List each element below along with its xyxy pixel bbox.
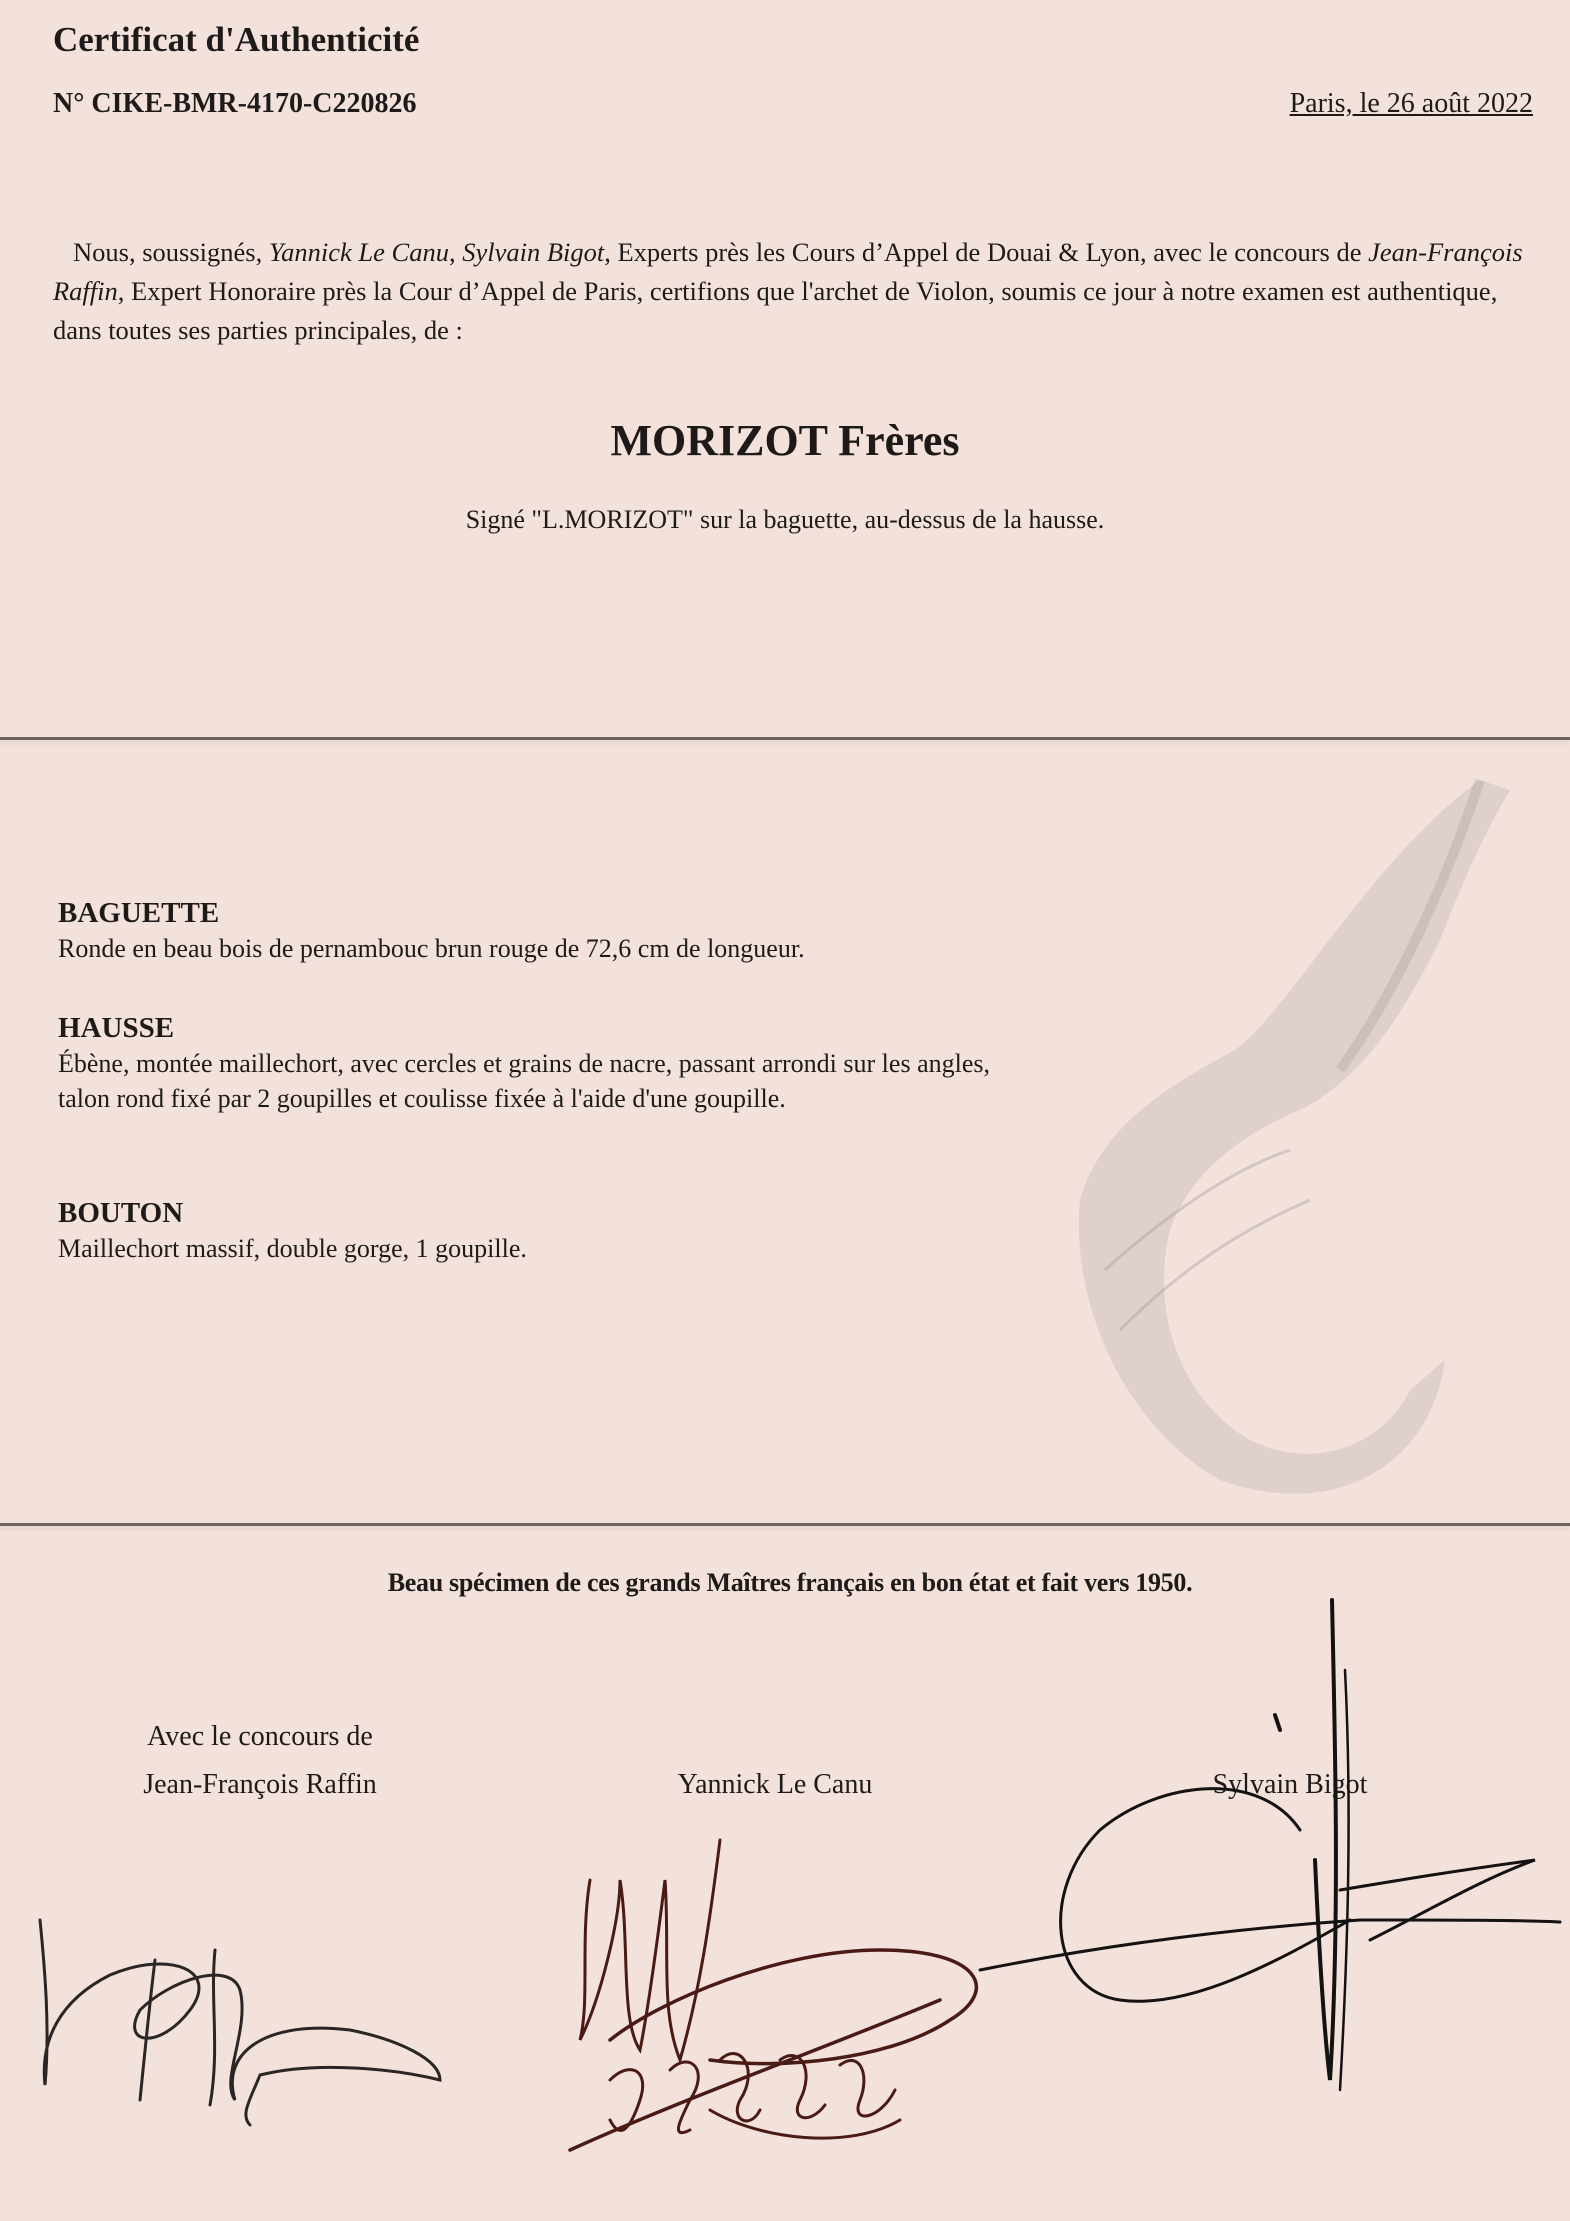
section-title: BOUTON	[58, 1197, 184, 1229]
watermark-logo	[1040, 750, 1540, 1520]
signer-raffin-name: Jean-François Raffin	[143, 1769, 377, 1800]
intro-comma: ,	[448, 237, 463, 267]
section-text: Ébène, montée maillechort, avec cercles et grains de nacre, passant arrondi sur les angles, talon rond fixé par 2 goupilles et coulisse fixée à l'aide d'une goupille.	[58, 1049, 990, 1113]
section-hausse	[58, 1010, 1048, 1116]
signature-le-canu-image	[560, 1820, 1020, 2200]
intro-text-2: , Experts près les Cours d’Appel de Douai & Lyon, avec le concours de	[604, 237, 1369, 267]
expert-yannick-le-canu: Yannick Le Canu	[268, 237, 449, 267]
signer-raffin-line1: Avec le concours de	[147, 1721, 373, 1752]
section-title: HAUSSE	[58, 1012, 175, 1044]
signer-bigot: Sylvain Bigot	[1212, 1769, 1368, 1800]
certificate-title: Certificat d'Authenticité	[53, 20, 420, 59]
maker-name: MORIZOT Frères	[610, 416, 960, 465]
signature-mark-description: Signé "L.MORIZOT" sur la baguette, au-dessus de la hausse.	[465, 505, 1105, 534]
certificate-date: Paris, le 26 août 2022	[1289, 88, 1533, 119]
signer-raffin	[80, 1713, 440, 1809]
expert-jean-francois-raffin: Jean-François Raffin	[53, 237, 1523, 306]
section-text: Ronde en beau bois de pernambouc brun rouge de 72,6 cm de longueur.	[58, 934, 805, 963]
section-text: Maillechort massif, double gorge, 1 goupille.	[58, 1234, 527, 1263]
section-bouton	[58, 1195, 1048, 1266]
fold-line-bottom	[0, 1523, 1570, 1526]
section-baguette	[58, 895, 1048, 966]
expert-sylvain-bigot: Sylvain Bigot	[462, 237, 605, 267]
section-title: BAGUETTE	[58, 897, 220, 929]
signature-bigot-image	[960, 1590, 1570, 2110]
fold-line-top	[0, 737, 1570, 740]
intro-text-3: , Expert Honoraire près la Cour d’Appel de Paris, certifions que l'archet de Violon, soumis ce jour à notre examen est authentique, dans toutes ses parties principales, de :	[53, 276, 1498, 345]
intro-paragraph	[53, 233, 1533, 350]
summary-statement: Beau spécimen de ces grands Maîtres français en bon état et fait vers 1950.	[387, 1568, 1193, 1597]
signature-raffin-image	[20, 1900, 470, 2130]
intro-text-1: Nous, soussignés,	[73, 237, 269, 267]
signer-le-canu: Yannick Le Canu	[677, 1769, 873, 1800]
certificate-number: N° CIKE-BMR-4170-C220826	[53, 88, 417, 119]
